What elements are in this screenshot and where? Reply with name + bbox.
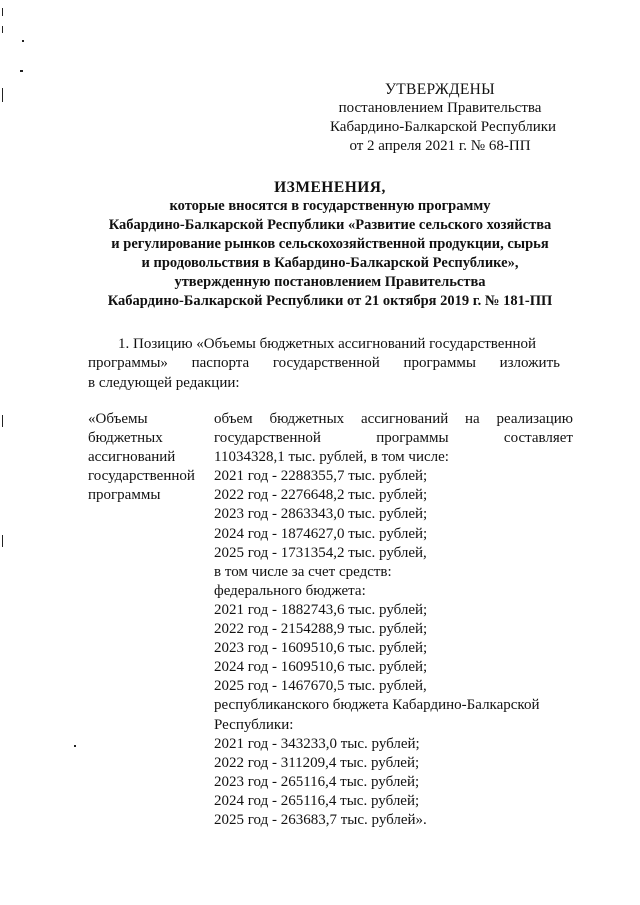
paragraph-line: 1. Позицию «Объемы бюджетных ассигнований государственной [118,336,537,352]
approval-line: постановлением Правительства [338,100,542,116]
value-line: 2021 год - 2288355,7 тыс. рублей; [214,468,428,485]
paragraph-word: паспорта [191,355,250,372]
paragraph-word: государственной [272,355,380,372]
label-line: «Объемы [88,411,148,427]
scan-mark [20,70,23,72]
value-word: государственной [214,430,321,447]
value-line: 2022 год - 2276648,2 тыс. рублей; [214,487,428,504]
scan-mark [22,40,24,42]
value-line: 11034328,1 тыс. рублей, в том числе: [214,449,449,466]
value-line: 2021 год - 343233,0 тыс. рублей; [214,735,420,752]
value-line: республиканского бюджета Кабардино-Балкарской [214,697,540,714]
scan-mark [74,745,76,747]
value-line: 2025 год - 1731354,2 тыс. рублей, [214,544,427,561]
scan-mark [2,88,3,102]
value-line: 2025 год - 263683,7 тыс. рублей». [214,811,427,828]
paragraph-1 [88,335,560,393]
value-word: реализацию [496,411,573,427]
value-line: 2023 год - 1609510,6 тыс. рублей; [214,640,428,657]
paragraph-line: в следующей редакции: [88,374,240,391]
approval-heading: УТВЕРЖДЕНЫ [385,81,495,98]
value-word: ассигнований [360,411,449,427]
value-line: 2024 год - 1609510,6 тыс. рублей; [214,659,428,676]
value-line: 2022 год - 311209,4 тыс. рублей; [214,754,420,771]
value-word: объем [214,411,253,427]
value-word: бюджетных [269,411,345,427]
value-line: федерального бюджета: [214,582,366,599]
scan-mark [2,26,3,33]
value-line [214,410,573,429]
value-word: на [465,411,480,427]
approval-line: от 2 апреля 2021 г. № 68-ПП [349,138,531,154]
scan-mark [2,535,3,547]
value-line: 2023 год - 2863343,0 тыс. рублей; [214,506,428,523]
value-line: 2025 год - 1467670,5 тыс. рублей, [214,678,427,695]
paragraph-line [88,354,560,373]
label-line: государственной [88,468,195,485]
title-heading: ИЗМЕНЕНИЯ, [274,179,386,196]
label-line: бюджетных [88,430,163,447]
value-line: Республики: [214,716,294,733]
value-line: 2023 год - 265116,4 тыс. рублей; [214,773,420,790]
label-line: программы [88,487,161,504]
budget-label-column [88,410,208,505]
approval-stamp [330,80,557,156]
value-word: программы [376,430,449,447]
title-line: Кабардино-Балкарской Республики от 21 октября 2019 г. № 181-ПП [107,293,553,309]
value-line: 2024 год - 1874627,0 тыс. рублей; [214,525,428,542]
approval-line: Кабардино-Балкарской Республики [330,119,557,135]
paragraph-word: программы» [88,355,168,372]
label-line: ассигнований [88,449,176,466]
scan-mark [2,8,3,16]
title-line: и продовольствия в Кабардино-Балкарской Республике», [141,255,519,271]
document-title [60,178,600,311]
title-line: утвержденную постановлением Правительства [174,274,486,290]
budget-value-column [214,410,573,830]
title-line: которые вносятся в государственную программу [169,198,491,214]
paragraph-word: программы [403,355,476,372]
paragraph-word: изложить [499,355,560,372]
value-line [214,429,573,448]
value-word: составляет [503,430,573,447]
value-line: 2024 год - 265116,4 тыс. рублей; [214,792,420,809]
title-line: и регулирование рынков сельскохозяйственной продукции, сырья [111,236,549,252]
title-line: Кабардино-Балкарской Республики «Развитие сельского хозяйства [108,217,552,233]
value-line: 2022 год - 2154288,9 тыс. рублей; [214,621,428,638]
value-line: в том числе за счет средств: [214,563,392,580]
scan-mark [2,415,3,427]
value-line: 2021 год - 1882743,6 тыс. рублей; [214,601,428,618]
